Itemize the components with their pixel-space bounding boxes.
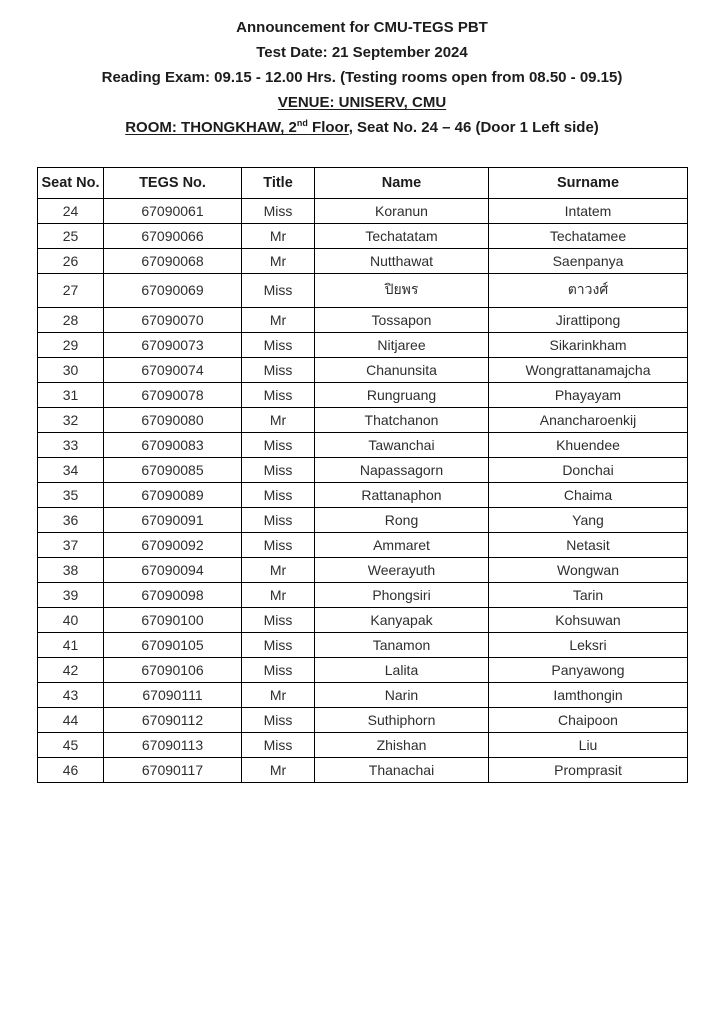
room-underlined-part [125, 119, 349, 136]
announcement-title: Announcement for CMU-TEGS PBT [236, 19, 488, 36]
table-row [38, 732, 688, 757]
name-cell: Lalita [315, 657, 489, 682]
title-cell: Miss [242, 632, 315, 657]
surname-cell: Promprasit [489, 757, 688, 782]
title-cell: Miss [242, 532, 315, 557]
seat-cell: 43 [38, 682, 104, 707]
name-cell: Tanamon [315, 632, 489, 657]
name-cell: ปิยพร [315, 274, 489, 308]
name-cell: Chanunsita [315, 357, 489, 382]
seat-cell: 25 [38, 224, 104, 249]
seat-cell: 31 [38, 382, 104, 407]
exam-time-line: Reading Exam: 09.15 - 12.00 Hrs. (Testing rooms open from 08.50 - 09.15) [101, 69, 623, 86]
tegs-cell: 67090061 [104, 199, 242, 224]
table-row [38, 249, 688, 274]
name-cell: Rungruang [315, 382, 489, 407]
surname-cell: Leksri [489, 632, 688, 657]
title-cell: Miss [242, 332, 315, 357]
table-row [38, 657, 688, 682]
title-cell: Miss [242, 199, 315, 224]
title-cell: Mr [242, 224, 315, 249]
surname-cell: Iamthongin [489, 682, 688, 707]
tegs-cell: 67090106 [104, 657, 242, 682]
room-floor-word: Floor [307, 119, 349, 136]
title-cell: Miss [242, 657, 315, 682]
surname-cell: Tarin [489, 582, 688, 607]
tegs-cell: 67090068 [104, 249, 242, 274]
title-cell: Miss [242, 382, 315, 407]
title-cell: Mr [242, 682, 315, 707]
table-row [38, 707, 688, 732]
seat-cell: 24 [38, 199, 104, 224]
tegs-cell: 67090117 [104, 757, 242, 782]
seat-cell: 33 [38, 432, 104, 457]
table-header-row [38, 168, 688, 199]
seat-cell: 28 [38, 307, 104, 332]
table-row [38, 557, 688, 582]
table-row [38, 332, 688, 357]
name-cell: Thanachai [315, 757, 489, 782]
table-row [38, 582, 688, 607]
table-row [38, 407, 688, 432]
table-row [38, 457, 688, 482]
seat-cell: 38 [38, 557, 104, 582]
seat-cell: 26 [38, 249, 104, 274]
tegs-cell: 67090112 [104, 707, 242, 732]
table-row [38, 274, 688, 308]
surname-cell: Khuendee [489, 432, 688, 457]
table-row [38, 357, 688, 382]
room-line [0, 115, 724, 140]
title-cell: Miss [242, 432, 315, 457]
tegs-cell: 67090098 [104, 582, 242, 607]
seat-cell: 36 [38, 507, 104, 532]
column-header-seat-no: Seat No. [38, 168, 104, 199]
table-row [38, 199, 688, 224]
name-cell: Ammaret [315, 532, 489, 557]
surname-cell: Donchai [489, 457, 688, 482]
table-row [38, 382, 688, 407]
room-prefix: ROOM: THONGKHAW, 2 [125, 119, 297, 136]
column-header-name: Name [315, 168, 489, 199]
name-cell: Rattanaphon [315, 482, 489, 507]
table-row [38, 607, 688, 632]
title-cell: Miss [242, 357, 315, 382]
seat-cell: 40 [38, 607, 104, 632]
surname-cell: Wongwan [489, 557, 688, 582]
seat-cell: 44 [38, 707, 104, 732]
surname-cell: Saenpanya [489, 249, 688, 274]
tegs-cell: 67090089 [104, 482, 242, 507]
seat-cell: 32 [38, 407, 104, 432]
tegs-cell: 67090074 [104, 357, 242, 382]
seat-cell: 37 [38, 532, 104, 557]
surname-cell: Chaipoon [489, 707, 688, 732]
seat-cell: 30 [38, 357, 104, 382]
name-cell: Napassagorn [315, 457, 489, 482]
test-date-line: Test Date: 21 September 2024 [256, 44, 468, 61]
tegs-cell: 67090078 [104, 382, 242, 407]
surname-cell: Yang [489, 507, 688, 532]
tegs-cell: 67090083 [104, 432, 242, 457]
surname-cell: Liu [489, 732, 688, 757]
table-row [38, 482, 688, 507]
title-cell: Mr [242, 582, 315, 607]
document-header [0, 0, 724, 140]
name-cell: Nitjaree [315, 332, 489, 357]
tegs-cell: 67090100 [104, 607, 242, 632]
title-cell: Miss [242, 732, 315, 757]
venue-text: VENUE: UNISERV, CMU [277, 94, 447, 111]
surname-cell: Anancharoenkij [489, 407, 688, 432]
seat-cell: 41 [38, 632, 104, 657]
name-cell: Suthiphorn [315, 707, 489, 732]
venue-line [0, 90, 724, 115]
tegs-cell: 67090069 [104, 274, 242, 308]
table-row [38, 757, 688, 782]
title-cell: Mr [242, 757, 315, 782]
title-cell: Mr [242, 307, 315, 332]
tegs-cell: 67090091 [104, 507, 242, 532]
surname-cell: Intatem [489, 199, 688, 224]
surname-cell: Jirattipong [489, 307, 688, 332]
title-cell: Mr [242, 407, 315, 432]
surname-cell: Phayayam [489, 382, 688, 407]
name-cell: Tawanchai [315, 432, 489, 457]
surname-cell: Techatamee [489, 224, 688, 249]
name-cell: Narin [315, 682, 489, 707]
surname-cell: Netasit [489, 532, 688, 557]
surname-cell: Chaima [489, 482, 688, 507]
seat-cell: 34 [38, 457, 104, 482]
name-cell: Phongsiri [315, 582, 489, 607]
tegs-cell: 67090092 [104, 532, 242, 557]
name-cell: Weerayuth [315, 557, 489, 582]
tegs-cell: 67090080 [104, 407, 242, 432]
seat-cell: 42 [38, 657, 104, 682]
name-cell: Kanyapak [315, 607, 489, 632]
name-cell: Tossapon [315, 307, 489, 332]
seat-cell: 29 [38, 332, 104, 357]
column-header-tegs-no: TEGS No. [104, 168, 242, 199]
seat-cell: 45 [38, 732, 104, 757]
seat-cell: 35 [38, 482, 104, 507]
surname-cell: Kohsuwan [489, 607, 688, 632]
column-header-surname: Surname [489, 168, 688, 199]
seat-cell: 39 [38, 582, 104, 607]
tegs-cell: 67090085 [104, 457, 242, 482]
name-cell: Rong [315, 507, 489, 532]
name-cell: Nutthawat [315, 249, 489, 274]
table-row [38, 432, 688, 457]
tegs-cell: 67090070 [104, 307, 242, 332]
name-cell: Techatatam [315, 224, 489, 249]
tegs-cell: 67090094 [104, 557, 242, 582]
title-cell: Miss [242, 482, 315, 507]
seat-cell: 46 [38, 757, 104, 782]
roster-table [37, 167, 688, 783]
title-cell: Miss [242, 707, 315, 732]
tegs-cell: 67090113 [104, 732, 242, 757]
column-header-title: Title [242, 168, 315, 199]
title-cell: Miss [242, 607, 315, 632]
roster-table-body [38, 199, 688, 783]
table-row [38, 632, 688, 657]
surname-cell: ตาวงศ์ [489, 274, 688, 308]
title-cell: Mr [242, 249, 315, 274]
seat-cell: 27 [38, 274, 104, 308]
name-cell: Koranun [315, 199, 489, 224]
title-cell: Miss [242, 457, 315, 482]
surname-cell: Panyawong [489, 657, 688, 682]
surname-cell: Wongrattanamajcha [489, 357, 688, 382]
tegs-cell: 67090073 [104, 332, 242, 357]
surname-cell: Sikarinkham [489, 332, 688, 357]
table-row [38, 532, 688, 557]
room-seat-range: , Seat No. 24 – 46 (Door 1 Left side) [348, 119, 599, 136]
table-row [38, 682, 688, 707]
title-cell: Mr [242, 557, 315, 582]
name-cell: Thatchanon [315, 407, 489, 432]
name-cell: Zhishan [315, 732, 489, 757]
tegs-cell: 67090105 [104, 632, 242, 657]
ordinal-superscript: nd [296, 118, 308, 128]
tegs-cell: 67090111 [104, 682, 242, 707]
table-row [38, 224, 688, 249]
table-row [38, 307, 688, 332]
title-cell: Miss [242, 274, 315, 308]
table-row [38, 507, 688, 532]
tegs-cell: 67090066 [104, 224, 242, 249]
title-cell: Miss [242, 507, 315, 532]
